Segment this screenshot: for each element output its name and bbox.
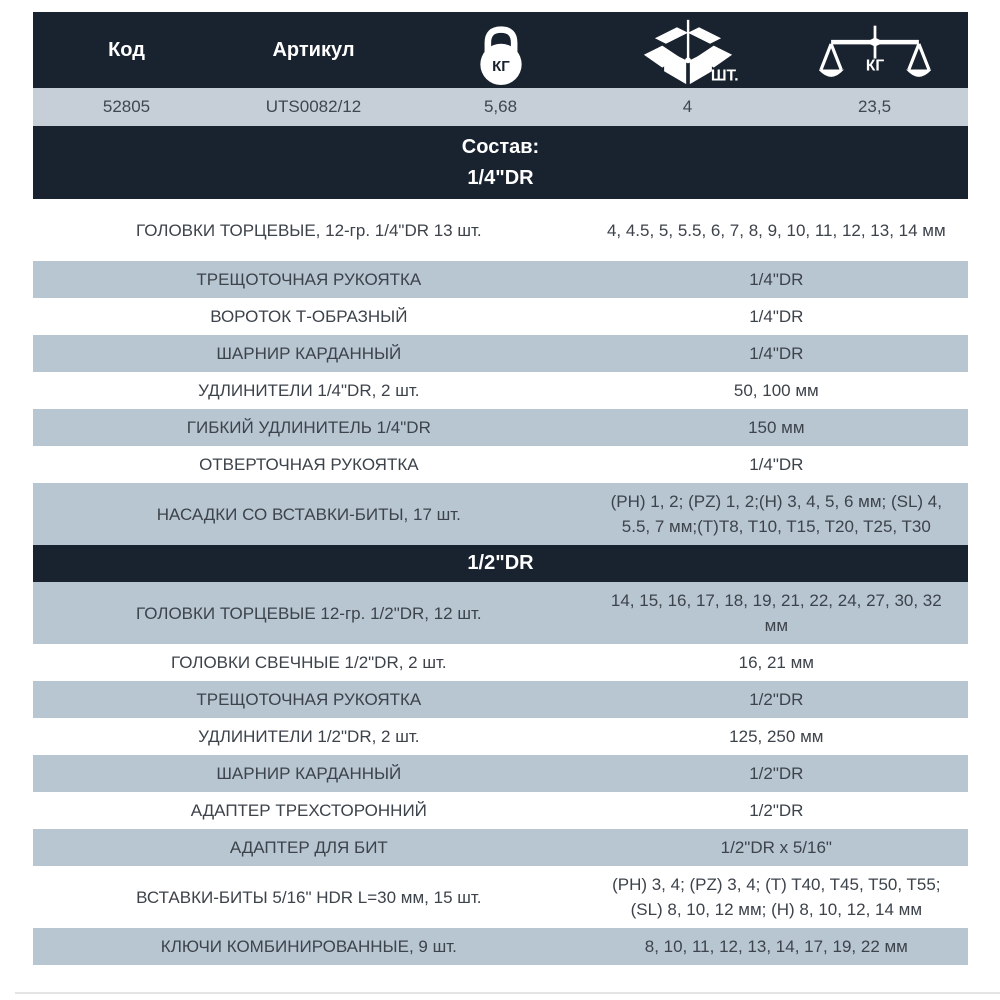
header-gross-weight bbox=[781, 12, 968, 88]
row-label: ШАРНИР КАРДАННЫЙ bbox=[216, 764, 402, 783]
table-row bbox=[33, 372, 968, 409]
product-info-row bbox=[33, 88, 968, 126]
section-band-half-dr bbox=[33, 545, 968, 582]
row-value: 50, 100 мм bbox=[733, 381, 819, 400]
scales-caption: КГ bbox=[865, 57, 884, 75]
table-row bbox=[33, 718, 968, 755]
table-row bbox=[33, 866, 968, 928]
row-label: ТРЕЩОТОЧНАЯ РУКОЯТКА bbox=[196, 270, 422, 289]
row-label: ВСТАВКИ-БИТЫ 5/16" HDR L=30 мм, 15 шт. bbox=[136, 887, 482, 907]
table-row bbox=[33, 681, 968, 718]
row-value: 14, 15, 16, 17, 18, 19, 21, 22, 24, 27, 30, 32 мм bbox=[610, 591, 942, 635]
section-rows-quarter-dr bbox=[33, 199, 968, 545]
table-row bbox=[33, 644, 968, 681]
table-row bbox=[33, 829, 968, 866]
row-label: КЛЮЧИ КОМБИНИРОВАННЫЕ, 9 шт. bbox=[160, 937, 457, 956]
product-article: UTS0082/12 bbox=[265, 97, 362, 116]
row-label: АДАПТЕР ДЛЯ БИТ bbox=[229, 838, 388, 857]
table-row bbox=[33, 298, 968, 335]
row-value: 1/2"DR x 5/16" bbox=[720, 838, 832, 857]
row-label: ГОЛОВКИ СВЕЧНЫЕ 1/2"DR, 2 шт. bbox=[171, 653, 447, 672]
kettlebell-icon bbox=[472, 24, 530, 86]
row-value: 1/2"DR bbox=[749, 764, 804, 783]
kettlebell-caption: КГ bbox=[491, 57, 510, 75]
row-label: УДЛИНИТЕЛИ 1/2"DR, 2 шт. bbox=[198, 727, 420, 746]
band-title: 1/2"DR bbox=[467, 552, 534, 574]
row-value: (PH) 1, 2; (PZ) 1, 2;(H) 3, 4, 5, 6 мм; (SL) 4, 5.5, 7 мм;(T)T8, T10, T15, T20, T25, T30 bbox=[610, 492, 942, 536]
row-value: 4, 4.5, 5, 5.5, 6, 7, 8, 9, 10, 11, 12, 13, 14 мм bbox=[606, 220, 946, 240]
product-spec-table bbox=[33, 12, 968, 965]
header-code bbox=[33, 12, 220, 88]
band-subtitle: 1/4"DR bbox=[467, 166, 534, 189]
section-band-composition bbox=[33, 126, 968, 199]
table-row bbox=[33, 582, 968, 644]
row-label: АДАПТЕР ТРЕХСТОРОННИЙ bbox=[190, 801, 427, 820]
table-row bbox=[33, 199, 968, 261]
scales-icon bbox=[819, 22, 931, 86]
row-value: 1/4"DR bbox=[749, 307, 804, 326]
header-code-label: Код bbox=[108, 38, 145, 61]
row-label: ГОЛОВКИ ТОРЦЕВЫЕ, 12-гр. 1/4"DR 13 шт. bbox=[136, 220, 482, 240]
table-row bbox=[33, 792, 968, 829]
row-value: 16, 21 мм bbox=[738, 653, 814, 672]
row-value: 1/2"DR bbox=[749, 801, 804, 820]
table-row bbox=[33, 928, 968, 965]
row-label: ОТВЕРТОЧНАЯ РУКОЯТКА bbox=[199, 455, 419, 474]
row-value: 8, 10, 11, 12, 13, 14, 17, 19, 22 мм bbox=[644, 937, 908, 956]
table-row bbox=[33, 409, 968, 446]
band-title: Состав: bbox=[461, 135, 540, 158]
table-row bbox=[33, 483, 968, 545]
table-row bbox=[33, 755, 968, 792]
row-value: 125, 250 мм bbox=[729, 727, 824, 746]
product-package-qty: 4 bbox=[682, 97, 693, 116]
product-gross-weight: 23,5 bbox=[857, 97, 892, 116]
section-rows-half-dr bbox=[33, 582, 968, 965]
product-code: 52805 bbox=[102, 97, 151, 116]
header-net-weight bbox=[407, 12, 594, 88]
bottom-divider bbox=[15, 992, 1000, 994]
row-label: ГИБКИЙ УДЛИНИТЕЛЬ 1/4"DR bbox=[186, 418, 431, 437]
row-label: ШАРНИР КАРДАННЫЙ bbox=[216, 344, 402, 363]
table-row bbox=[33, 335, 968, 372]
table-row bbox=[33, 261, 968, 298]
open-box-icon bbox=[636, 18, 740, 86]
row-value: 1/4"DR bbox=[749, 455, 804, 474]
row-value: 1/4"DR bbox=[749, 270, 804, 289]
table-header-row bbox=[33, 12, 968, 88]
row-value: 1/4"DR bbox=[749, 344, 804, 363]
header-article-label: Артикул bbox=[272, 38, 355, 61]
row-value: 150 мм bbox=[748, 418, 805, 437]
table-row bbox=[33, 446, 968, 483]
row-value: (PH) 3, 4; (PZ) 3, 4; (T) T40, T45, T50, T55; (SL) 8, 10, 12 мм; (H) 8, 10, 12, 14 мм bbox=[612, 875, 941, 919]
row-label: УДЛИНИТЕЛИ 1/4"DR, 2 шт. bbox=[198, 381, 420, 400]
row-label: НАСАДКИ СО ВСТАВКИ-БИТЫ, 17 шт. bbox=[156, 504, 461, 524]
box-caption: ШТ. bbox=[710, 67, 739, 85]
header-article bbox=[220, 12, 407, 88]
row-label: ВОРОТОК Т-ОБРАЗНЫЙ bbox=[210, 307, 408, 326]
row-label: ГОЛОВКИ ТОРЦЕВЫЕ 12-гр. 1/2"DR, 12 шт. bbox=[136, 603, 482, 623]
product-net-weight: 5,68 bbox=[483, 97, 518, 116]
header-package-qty bbox=[594, 12, 781, 88]
row-label: ТРЕЩОТОЧНАЯ РУКОЯТКА bbox=[196, 690, 422, 709]
row-value: 1/2"DR bbox=[749, 690, 804, 709]
